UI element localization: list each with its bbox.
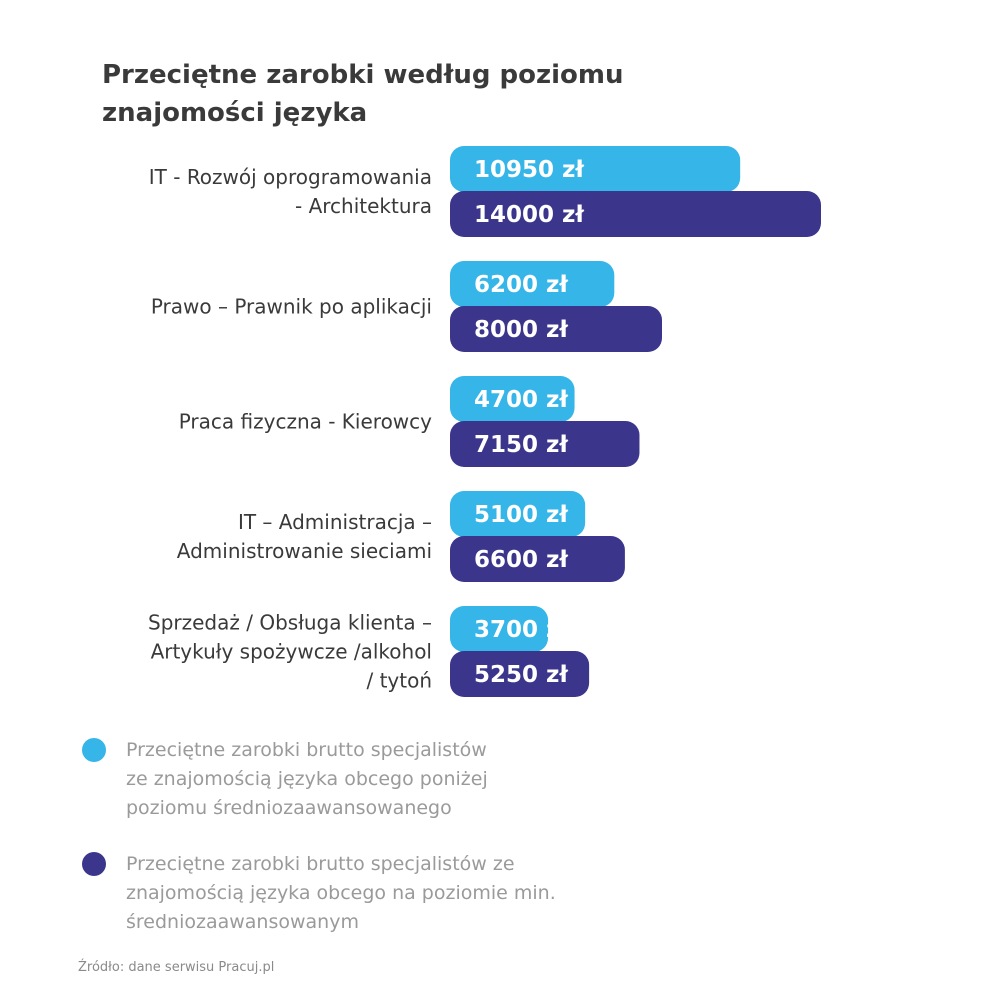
bar-value-label: 14000 zł [474,202,584,228]
bar-value-label: 8000 zł [474,317,568,343]
bar-value-label: 6600 zł [474,547,568,573]
category-label-line: Artykuły spożywcze /alkohol [150,639,432,664]
bar-value-label: 7150 zł [474,432,568,458]
category-label-line: - Architektura [295,194,432,218]
chart-title: Przeciętne zarobki według poziomu znajomości języka [102,60,624,128]
category-label-line: Sprzedaż / Obsługa klienta – [148,610,432,635]
category-label-line: Prawo – Prawnik po aplikacji [150,294,432,319]
bar-value-label: 6200 zł [474,272,568,298]
category-label [179,410,432,434]
category-label-line: IT – Administracja – [237,510,432,534]
category-label-line: IT - Rozwój oprogramowania [148,165,432,189]
legend-item-min-intermediate [82,850,686,937]
bar-value-label: 5250 zł [474,662,568,688]
category-label [148,611,432,693]
bar-value-label: 5100 zł [474,502,568,528]
bar-value-label: 4700 zł [474,387,568,413]
category-label [149,165,432,218]
legend-dot-light-blue-icon [82,738,106,762]
category-label-line: Praca fizyczna - Kierowcy [178,409,432,434]
category-label [177,510,432,563]
legend-item-below-intermediate [82,736,646,823]
bar-value-label: 3700 zł [474,617,568,643]
bar-value-label: 10950 zł [474,157,584,183]
source-note: Źródło: dane serwisu Pracuj.pl [78,960,275,975]
legend-text-min-intermediate: Przeciętne zarobki brutto specjalistów ze znajomością języka obcego na poziomie min. średniozaawansowanym [126,853,556,933]
category-label [151,295,432,319]
category-label-line: Administrowanie sieciami [176,539,432,563]
category-label-line: / tytoń [366,668,432,693]
legend-dot-dark-blue-icon [82,852,106,876]
legend-text-below-intermediate: Przeciętne zarobki brutto specjalistów ze znajomością języka obcego poniżej poziomu średniozaawansowanego [126,739,488,819]
